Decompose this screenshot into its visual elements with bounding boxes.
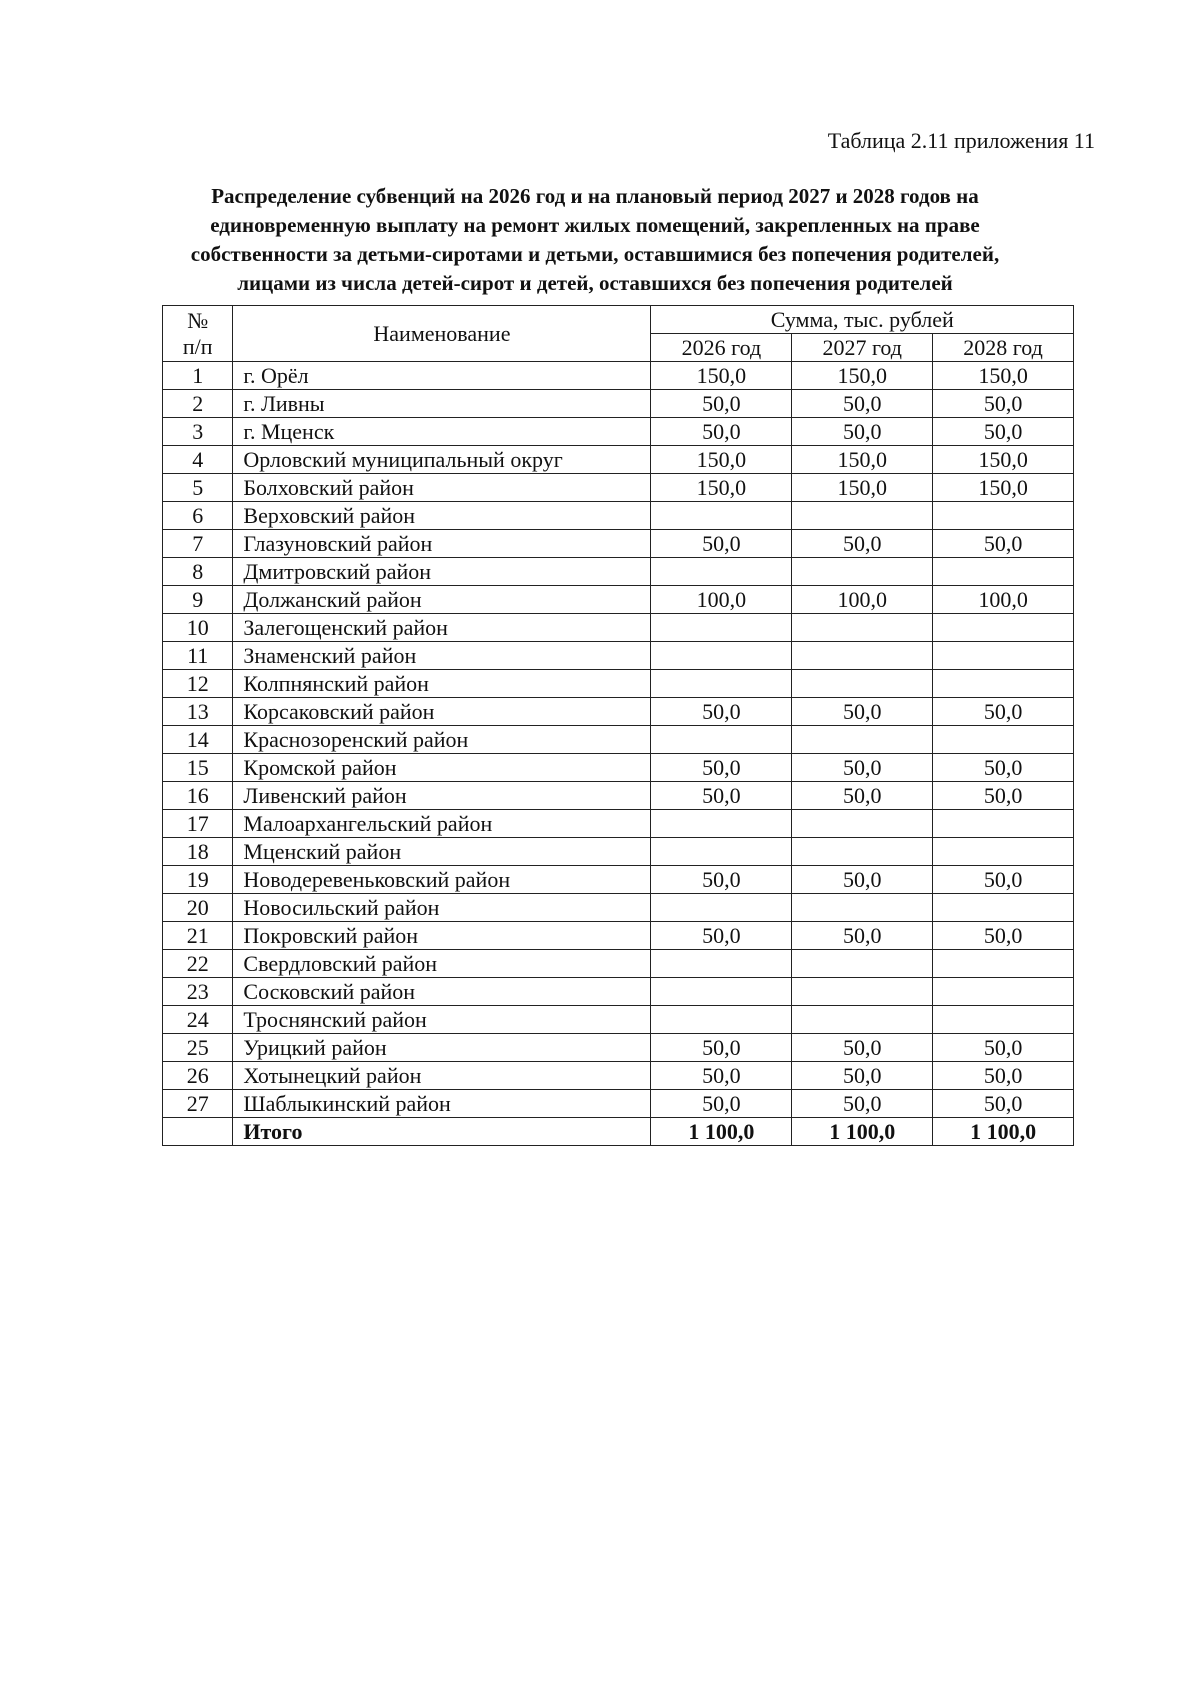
row-name: г. Орёл — [233, 362, 651, 390]
table-row — [163, 586, 1074, 614]
row-value-2027 — [792, 894, 933, 922]
row-number: 19 — [163, 866, 233, 894]
row-name: Сосковский район — [233, 978, 651, 1006]
row-name: Орловский муниципальный округ — [233, 446, 651, 474]
row-value-2027: 50,0 — [792, 866, 933, 894]
row-value-2027: 150,0 — [792, 474, 933, 502]
total-number — [163, 1118, 233, 1146]
row-number: 10 — [163, 614, 233, 642]
row-value-2027 — [792, 670, 933, 698]
row-number: 1 — [163, 362, 233, 390]
row-value-2027: 50,0 — [792, 754, 933, 782]
table-row — [163, 1034, 1074, 1062]
row-value-2028 — [933, 502, 1074, 530]
row-name: Шаблыкинский район — [233, 1090, 651, 1118]
table-row — [163, 446, 1074, 474]
row-name: г. Ливны — [233, 390, 651, 418]
row-name: Глазуновский район — [233, 530, 651, 558]
header-number-top: № — [187, 307, 209, 333]
row-name: Кромской район — [233, 754, 651, 782]
row-value-2026 — [651, 1006, 792, 1034]
row-value-2026: 50,0 — [651, 698, 792, 726]
row-value-2028 — [933, 558, 1074, 586]
row-value-2026 — [651, 950, 792, 978]
row-name: Троснянский район — [233, 1006, 651, 1034]
row-value-2028: 50,0 — [933, 782, 1074, 810]
row-value-2028: 50,0 — [933, 1034, 1074, 1062]
table-row — [163, 810, 1074, 838]
row-value-2026: 150,0 — [651, 362, 792, 390]
row-value-2026: 150,0 — [651, 474, 792, 502]
row-value-2026 — [651, 642, 792, 670]
header-year-2027: 2027 год — [792, 334, 933, 362]
row-value-2028 — [933, 950, 1074, 978]
table-row — [163, 474, 1074, 502]
row-number: 2 — [163, 390, 233, 418]
row-name: Знаменский район — [233, 642, 651, 670]
row-number: 16 — [163, 782, 233, 810]
row-value-2026: 100,0 — [651, 586, 792, 614]
row-name: Колпнянский район — [233, 670, 651, 698]
row-value-2027: 50,0 — [792, 782, 933, 810]
subvention-table — [162, 305, 1074, 1146]
row-value-2026 — [651, 838, 792, 866]
row-value-2026: 50,0 — [651, 418, 792, 446]
row-value-2026 — [651, 894, 792, 922]
row-number: 17 — [163, 810, 233, 838]
table-header-row — [163, 306, 1074, 334]
row-name: г. Мценск — [233, 418, 651, 446]
row-value-2026: 50,0 — [651, 922, 792, 950]
row-number: 27 — [163, 1090, 233, 1118]
table-row — [163, 838, 1074, 866]
table-row — [163, 866, 1074, 894]
row-number: 13 — [163, 698, 233, 726]
row-value-2028: 150,0 — [933, 474, 1074, 502]
row-name: Хотынецкий район — [233, 1062, 651, 1090]
row-name: Новосильский район — [233, 894, 651, 922]
row-value-2028 — [933, 614, 1074, 642]
row-value-2028: 50,0 — [933, 1090, 1074, 1118]
row-value-2027 — [792, 558, 933, 586]
row-number: 3 — [163, 418, 233, 446]
row-value-2026: 50,0 — [651, 1090, 792, 1118]
total-value-2026: 1 100,0 — [651, 1118, 792, 1146]
row-number: 18 — [163, 838, 233, 866]
row-value-2026 — [651, 978, 792, 1006]
table-row — [163, 1090, 1074, 1118]
row-name: Новодеревеньковский район — [233, 866, 651, 894]
row-name: Урицкий район — [233, 1034, 651, 1062]
row-value-2027 — [792, 614, 933, 642]
row-value-2027: 150,0 — [792, 362, 933, 390]
row-name: Дмитровский район — [233, 558, 651, 586]
row-value-2028: 150,0 — [933, 446, 1074, 474]
row-number: 9 — [163, 586, 233, 614]
row-name: Мценский район — [233, 838, 651, 866]
row-value-2028 — [933, 978, 1074, 1006]
table-row — [163, 698, 1074, 726]
table-row — [163, 978, 1074, 1006]
row-number: 5 — [163, 474, 233, 502]
row-value-2028: 100,0 — [933, 586, 1074, 614]
table-row — [163, 726, 1074, 754]
row-number: 15 — [163, 754, 233, 782]
row-value-2028: 50,0 — [933, 922, 1074, 950]
row-number: 14 — [163, 726, 233, 754]
row-name: Должанский район — [233, 586, 651, 614]
table-row — [163, 922, 1074, 950]
table-row — [163, 530, 1074, 558]
row-value-2028: 50,0 — [933, 1062, 1074, 1090]
row-value-2026 — [651, 670, 792, 698]
row-value-2028: 50,0 — [933, 530, 1074, 558]
row-value-2028: 150,0 — [933, 362, 1074, 390]
table-row — [163, 558, 1074, 586]
row-value-2027 — [792, 838, 933, 866]
row-value-2026: 50,0 — [651, 866, 792, 894]
table-total-row — [163, 1118, 1074, 1146]
row-value-2028 — [933, 838, 1074, 866]
title-line: лицами из числа детей-сирот и детей, оставшихся без попечения родителей — [237, 271, 953, 295]
table-row — [163, 1062, 1074, 1090]
row-name: Малоархангельский район — [233, 810, 651, 838]
row-value-2028: 50,0 — [933, 754, 1074, 782]
row-value-2028: 50,0 — [933, 698, 1074, 726]
header-name: Наименование — [233, 306, 651, 362]
header-number — [163, 306, 233, 362]
title-line: единовременную выплату на ремонт жилых помещений, закрепленных на праве — [210, 213, 980, 237]
total-value-2028: 1 100,0 — [933, 1118, 1074, 1146]
row-value-2026: 50,0 — [651, 754, 792, 782]
row-value-2026 — [651, 614, 792, 642]
row-value-2028 — [933, 810, 1074, 838]
table-row — [163, 894, 1074, 922]
row-value-2026: 50,0 — [651, 530, 792, 558]
row-value-2027 — [792, 1006, 933, 1034]
row-value-2026 — [651, 810, 792, 838]
row-value-2027 — [792, 950, 933, 978]
row-number: 25 — [163, 1034, 233, 1062]
row-number: 23 — [163, 978, 233, 1006]
table-row — [163, 1006, 1074, 1034]
row-value-2027: 100,0 — [792, 586, 933, 614]
row-number: 22 — [163, 950, 233, 978]
row-number: 20 — [163, 894, 233, 922]
total-label: Итого — [233, 1118, 651, 1146]
row-value-2028 — [933, 1006, 1074, 1034]
row-name: Покровский район — [233, 922, 651, 950]
row-value-2027: 50,0 — [792, 922, 933, 950]
row-number: 6 — [163, 502, 233, 530]
row-value-2028: 50,0 — [933, 418, 1074, 446]
table-row — [163, 782, 1074, 810]
row-value-2027: 50,0 — [792, 1090, 933, 1118]
table-row — [163, 390, 1074, 418]
table-row — [163, 670, 1074, 698]
row-value-2026: 150,0 — [651, 446, 792, 474]
table-reference: Таблица 2.11 приложения 11 — [827, 128, 1095, 153]
table-row — [163, 614, 1074, 642]
table-body — [163, 362, 1074, 1146]
row-value-2026 — [651, 502, 792, 530]
row-value-2027 — [792, 810, 933, 838]
row-name: Корсаковский район — [233, 698, 651, 726]
row-value-2028 — [933, 726, 1074, 754]
table-row — [163, 362, 1074, 390]
row-value-2028 — [933, 670, 1074, 698]
row-value-2026 — [651, 558, 792, 586]
row-value-2026: 50,0 — [651, 1062, 792, 1090]
title-line: Распределение субвенций на 2026 год и на плановый период 2027 и 2028 годов на — [211, 184, 979, 208]
row-value-2027: 150,0 — [792, 446, 933, 474]
title-line: собственности за детьми-сиротами и детьми, оставшимися без попечения родителей, — [190, 242, 1000, 266]
row-number: 4 — [163, 446, 233, 474]
row-name: Болховский район — [233, 474, 651, 502]
row-number: 11 — [163, 642, 233, 670]
table-row — [163, 642, 1074, 670]
row-value-2026: 50,0 — [651, 390, 792, 418]
row-value-2026: 50,0 — [651, 1034, 792, 1062]
row-number: 12 — [163, 670, 233, 698]
row-number: 26 — [163, 1062, 233, 1090]
row-value-2027: 50,0 — [792, 1034, 933, 1062]
row-value-2027: 50,0 — [792, 530, 933, 558]
table-row — [163, 418, 1074, 446]
header-year-2028: 2028 год — [933, 334, 1074, 362]
row-value-2027: 50,0 — [792, 418, 933, 446]
row-value-2026: 50,0 — [651, 782, 792, 810]
row-number: 24 — [163, 1006, 233, 1034]
row-number: 21 — [163, 922, 233, 950]
table-row — [163, 950, 1074, 978]
header-number-bottom: п/п — [182, 333, 213, 359]
document-title — [120, 182, 1070, 298]
total-value-2027: 1 100,0 — [792, 1118, 933, 1146]
header-sum: Сумма, тыс. рублей — [651, 306, 1074, 334]
row-name: Залегощенский район — [233, 614, 651, 642]
row-value-2027 — [792, 726, 933, 754]
row-value-2028: 50,0 — [933, 866, 1074, 894]
row-number: 8 — [163, 558, 233, 586]
row-name: Верховский район — [233, 502, 651, 530]
row-value-2027: 50,0 — [792, 1062, 933, 1090]
row-value-2028: 50,0 — [933, 390, 1074, 418]
header-year-2026: 2026 год — [651, 334, 792, 362]
row-number: 7 — [163, 530, 233, 558]
row-name: Ливенский район — [233, 782, 651, 810]
row-value-2028 — [933, 894, 1074, 922]
table-row — [163, 502, 1074, 530]
row-value-2027: 50,0 — [792, 390, 933, 418]
row-value-2027 — [792, 978, 933, 1006]
row-value-2026 — [651, 726, 792, 754]
row-value-2027: 50,0 — [792, 698, 933, 726]
row-name: Краснозоренский район — [233, 726, 651, 754]
row-value-2028 — [933, 642, 1074, 670]
row-value-2027 — [792, 502, 933, 530]
row-value-2027 — [792, 642, 933, 670]
table-row — [163, 754, 1074, 782]
row-name: Свердловский район — [233, 950, 651, 978]
